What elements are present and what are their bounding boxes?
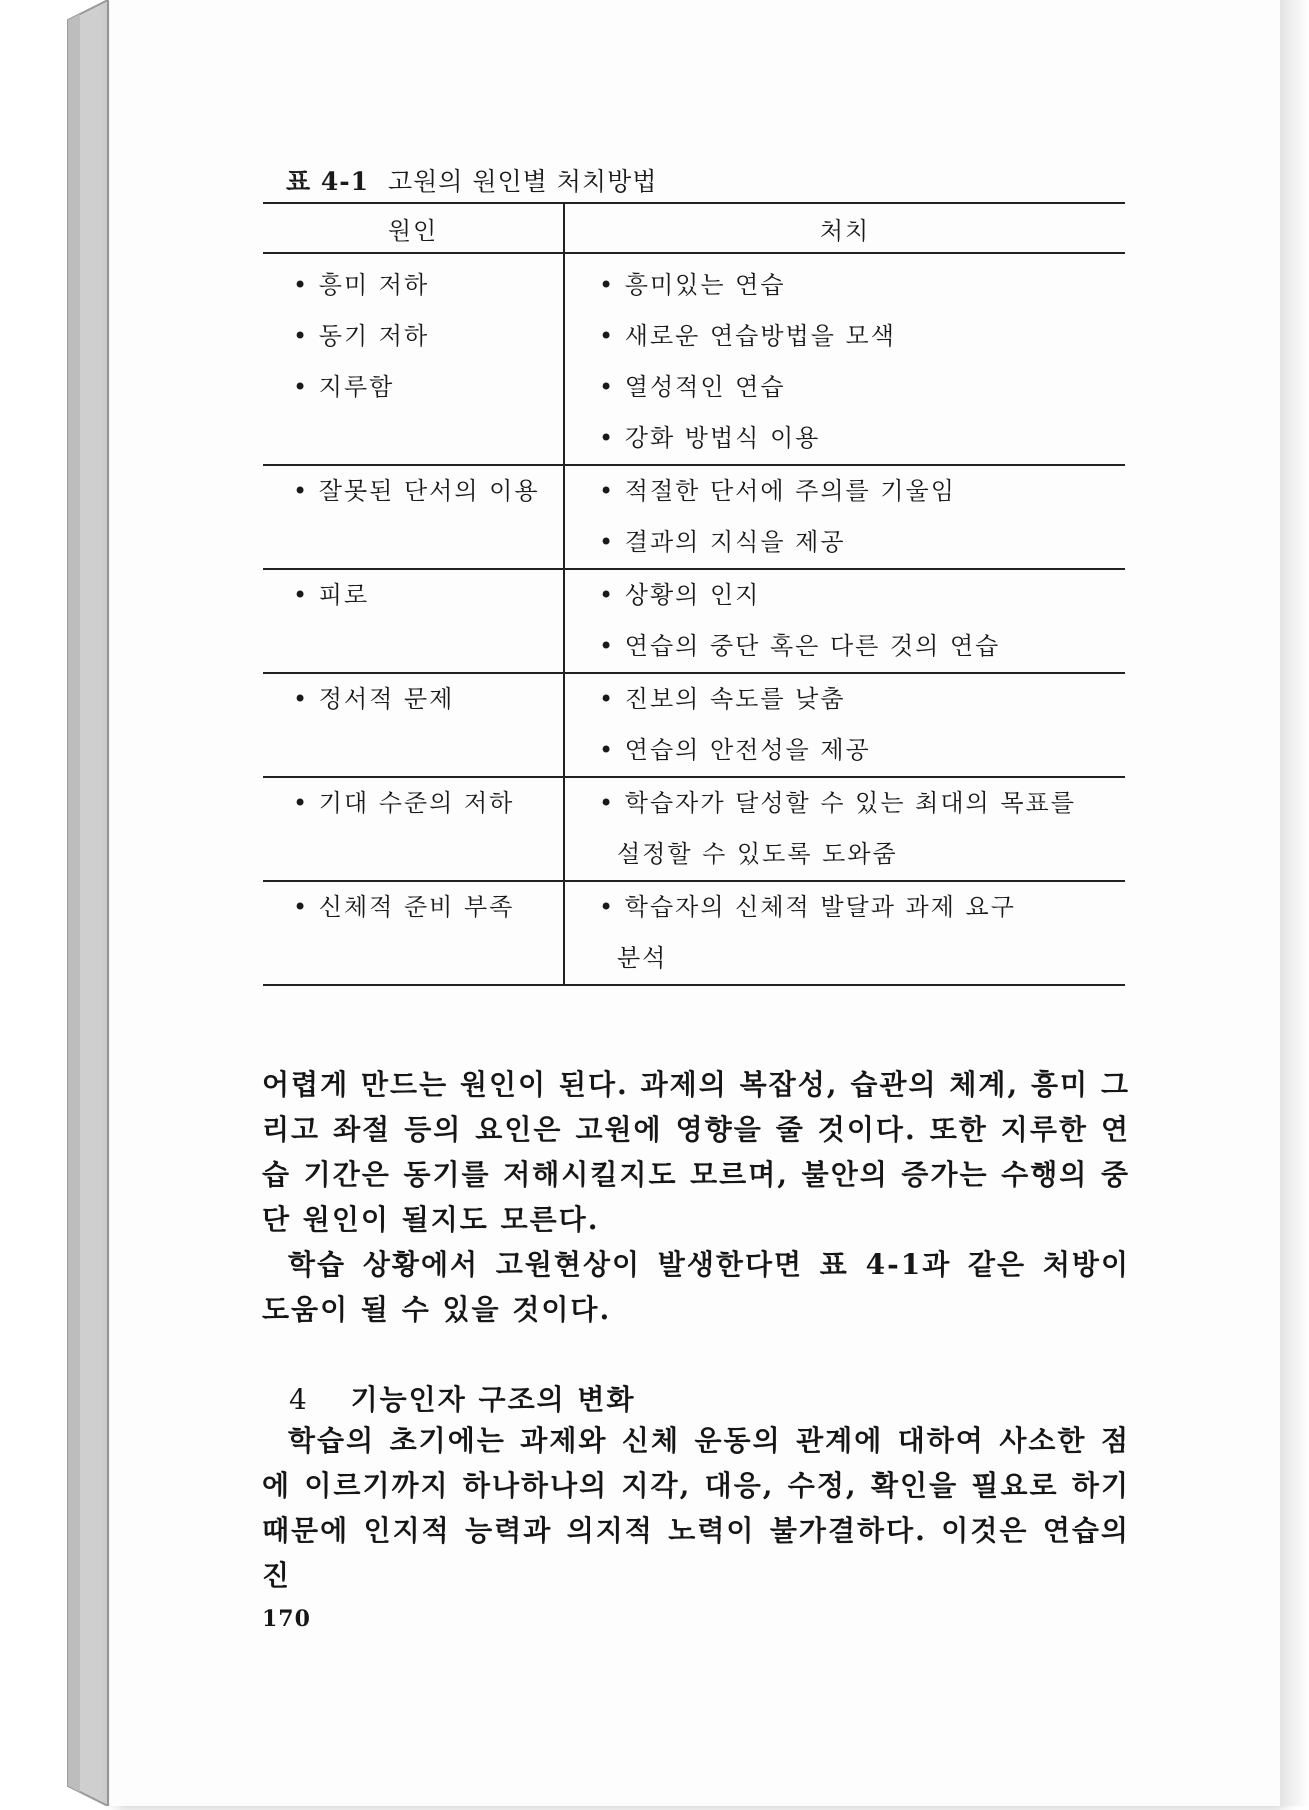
table-row — [263, 465, 1125, 569]
header-cause: 원인 — [263, 203, 564, 253]
table-caption — [286, 162, 657, 198]
table-caption-number: 표 4-1 — [286, 167, 370, 196]
header-remedy: 처치 — [564, 203, 1125, 253]
table-caption-title: 고원의 원인별 처치방법 — [387, 167, 658, 196]
table-row — [263, 673, 1125, 777]
cause-item: • 피로 — [293, 581, 370, 609]
paragraph: 어렵게 만드는 원인이 된다. 과제의 복잡성, 습관의 체계, 흥미 그리고 좌절 등의 요인은 고원에 영향을 줄 것이다. 또한 지루한 연습 기간은 동기를 저해시킬지도 모르며, 불안의 증가는 수행의 중단 원인이 될지도 모른다. — [262, 1068, 1130, 1236]
remedy-item: • 강화 방법식 이용 — [599, 424, 821, 452]
remedy-item: • 학습자가 달성할 수 있는 최대의 목표를 — [599, 789, 1076, 817]
remedy-table — [263, 202, 1125, 986]
cause-cell — [263, 253, 564, 465]
remedy-item: • 적절한 단서에 주의를 기울임 — [599, 477, 956, 505]
remedy-cell — [564, 569, 1125, 673]
remedy-cell — [564, 465, 1125, 569]
cause-cell — [263, 673, 564, 777]
section-title: 기능인자 구조의 변화 — [350, 1383, 636, 1416]
remedy-item-continued: 설정할 수 있도록 도와줌 — [617, 840, 898, 868]
paragraph: 학습 상황에서 고원현상이 발생한다면 표 4-1과 같은 처방이 도움이 될 수 있을 것이다. — [262, 1248, 1130, 1326]
body-text-block-2 — [262, 1418, 1130, 1598]
cause-cell — [263, 465, 564, 569]
remedy-item: • 새로운 연습방법을 모색 — [599, 322, 896, 350]
table-row — [263, 777, 1125, 881]
remedy-item: • 흥미있는 연습 — [599, 271, 786, 299]
cause-cell — [263, 569, 564, 673]
cause-item: • 동기 저하 — [293, 322, 430, 350]
remedy-cell — [564, 777, 1125, 881]
cause-cell — [263, 777, 564, 881]
remedy-cell — [564, 253, 1125, 465]
remedy-item: • 진보의 속도를 낮춤 — [599, 685, 846, 713]
cause-cell — [263, 881, 564, 985]
page-number: 170 — [262, 1606, 311, 1632]
cause-item: • 지루함 — [293, 373, 395, 401]
cause-item: • 잘못된 단서의 이용 — [293, 477, 540, 505]
cause-item: • 신체적 준비 부족 — [293, 893, 515, 921]
remedy-item: • 학습자의 신체적 발달과 과제 요구 — [599, 893, 1016, 921]
cause-item: • 흥미 저하 — [293, 271, 430, 299]
remedy-item-continued: 분석 — [617, 944, 668, 972]
cause-item: • 정서적 문제 — [293, 685, 455, 713]
paragraph: 학습의 초기에는 과제와 신체 운동의 관계에 대하여 사소한 점에 이르기까지 하나하나의 지각, 대응, 수정, 확인을 필요로 하기 때문에 인지적 능력과 의지적 노력이 불가결하다. 이것은 연습의 진 — [262, 1424, 1130, 1592]
remedy-item: • 상황의 인지 — [599, 581, 761, 609]
cause-item: • 기대 수준의 저하 — [293, 789, 515, 817]
table-row — [263, 253, 1125, 465]
section-heading — [289, 1378, 636, 1418]
remedy-item: • 연습의 안전성을 제공 — [599, 736, 871, 764]
section-number: 4 — [289, 1383, 309, 1416]
table-header-row — [263, 203, 1125, 253]
page-edge-shadow — [1280, 0, 1309, 1806]
remedy-item: • 연습의 중단 혹은 다른 것의 연습 — [599, 632, 1001, 660]
remedy-cell — [564, 881, 1125, 985]
remedy-item: • 결과의 지식을 제공 — [599, 528, 846, 556]
remedy-item: • 열성적인 연습 — [599, 373, 786, 401]
body-text-block-1 — [262, 1062, 1130, 1332]
remedy-cell — [564, 673, 1125, 777]
table-row — [263, 569, 1125, 673]
book-spine — [0, 0, 110, 1806]
table-row — [263, 881, 1125, 985]
